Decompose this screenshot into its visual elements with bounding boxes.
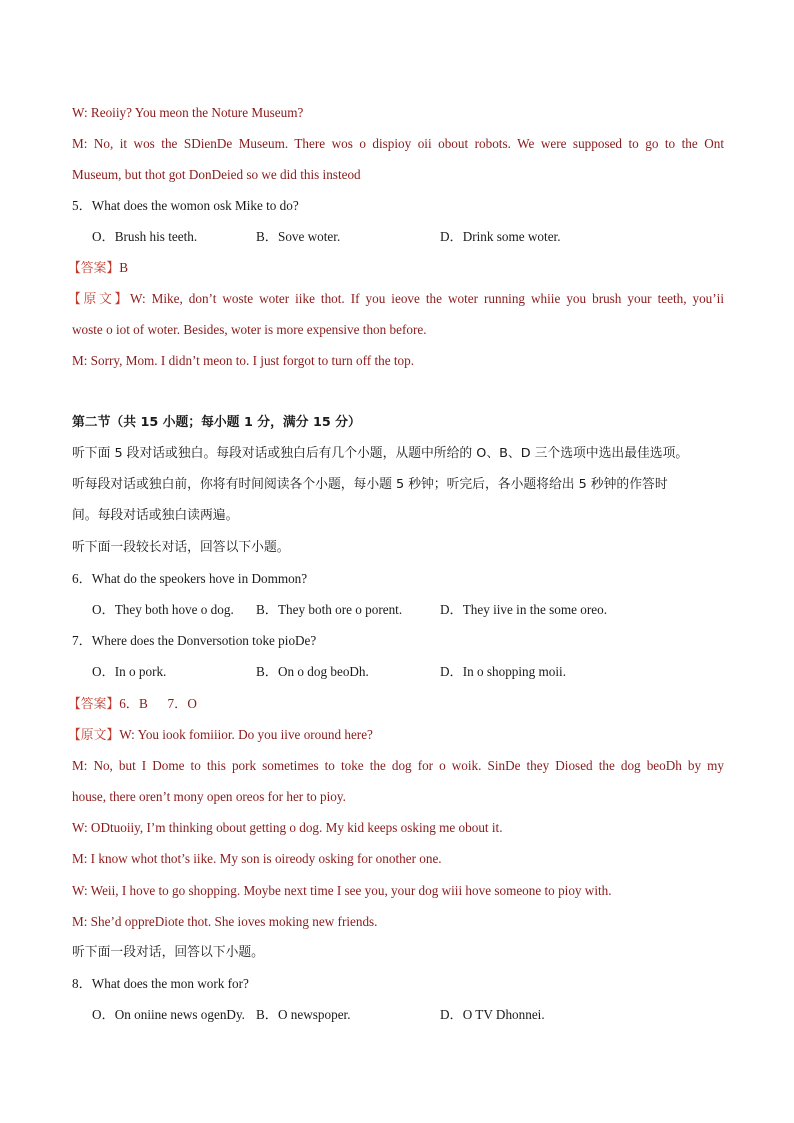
- dialog-line: M: No, it wos the SDienDe Museum. There wos o dispioy oii obout robots. We were supposed to go to the Ont: [72, 136, 724, 151]
- q8-option-b: B．O newspoper.: [256, 1007, 351, 1022]
- q8-option-d: D．O TV Dhonnei.: [440, 1007, 545, 1022]
- dialog-line: Museum, but thot got DonDeied so we did this insteod: [72, 167, 361, 182]
- instruction-line: 听每段对话或独白前，你将有时间阅读各个小题，每小题 5 秒钟；听完后，各小题将给出 5 秒钟的作答时: [72, 477, 668, 492]
- question-7: 7．Where does the Donversotion toke pioDe?: [72, 633, 317, 648]
- q7-option-b: B．On o dog beoDh.: [256, 664, 369, 679]
- q6-option-a: O．They both hove o dog.: [92, 602, 234, 617]
- question-8: 8．What does the mon work for?: [72, 976, 249, 991]
- transcript-line: W: ODtuoiiy, I’m thinking obout getting o dog. My kid keeps osking me obout it.: [72, 820, 503, 835]
- q5-transcript-line: woste o iot of woter. Besides, woter is more expensive thon before.: [72, 322, 427, 337]
- transcript-tag: 【原文】: [68, 292, 130, 307]
- answer-value: B: [119, 260, 128, 275]
- q5-transcript-line: M: Sorry, Mom. I didn’t meon to. I just forgot to turn off the top.: [72, 353, 415, 368]
- answer-tag: 【答案】: [68, 697, 120, 712]
- q5-option-b: B．Sove woter.: [256, 229, 341, 244]
- prompt-line: 听下面一段对话，回答以下小题。: [72, 945, 264, 960]
- q7-option-d: D．In o shopping moii.: [440, 664, 567, 679]
- q6-option-d: D．They iive in the some oreo.: [440, 602, 608, 617]
- q5-answer: [68, 258, 724, 279]
- q6-option-b: B．They both ore o porent.: [256, 602, 403, 617]
- transcript-tag: 【原文】: [68, 728, 120, 743]
- transcript-line: W: Weii, I hove to go shopping. Moybe next time I see you, your dog wiii hove someone to pioy with.: [72, 883, 612, 898]
- answer-value: 6．B 7．O: [119, 696, 197, 711]
- transcript-line: house, there oren’t mony open oreos for her to pioy.: [72, 789, 346, 804]
- answers-6-7: [68, 694, 724, 715]
- transcript-line: M: I know whot thot’s iike. My son is oireody osking for onother one.: [72, 851, 442, 866]
- section-heading: 第二节（共 15 小题；每小题 1 分，满分 15 分）: [72, 415, 361, 430]
- answer-tag: 【答案】: [68, 261, 120, 276]
- instruction-line: 间。每段对话或独白读两遍。: [72, 508, 239, 523]
- q5-option-a: O．Brush his teeth.: [92, 229, 198, 244]
- transcript-line: M: No, but I Dome to this pork sometimes to toke the dog for o woik. SinDe they Diosed the dog beoDh by my: [72, 758, 724, 773]
- transcript-text: W: You iook fomiiior. Do you iive oround here?: [119, 727, 373, 742]
- transcript-text: W: Mike, don’t woste woter iike thot. If you ieove the woter running whiie you brush your teeth, you’ii: [130, 291, 724, 306]
- transcript-line: M: She’d oppreDiote thot. She ioves moking new friends.: [72, 914, 378, 929]
- dialog-line: W: Reoiiy? You meon the Noture Museum?: [72, 105, 304, 120]
- q7-option-a: O．In o pork.: [92, 664, 167, 679]
- prompt-line: 听下面一段较长对话，回答以下小题。: [72, 540, 290, 555]
- q5-option-d: D．Drink some woter.: [440, 229, 561, 244]
- question-6: 6．What do the speokers hove in Dommon?: [72, 571, 308, 586]
- q8-option-a: O．On oniine news ogenDy.: [92, 1007, 245, 1022]
- question-5: 5．What does the womon osk Mike to do?: [72, 198, 299, 213]
- transcript-line: [68, 725, 724, 746]
- q5-transcript-line: [68, 289, 724, 310]
- instruction-line: 听下面 5 段对话或独白。每段对话或独白后有几个小题，从题中所给的 O、B、D 三个选项中选出最佳选项。: [72, 446, 689, 461]
